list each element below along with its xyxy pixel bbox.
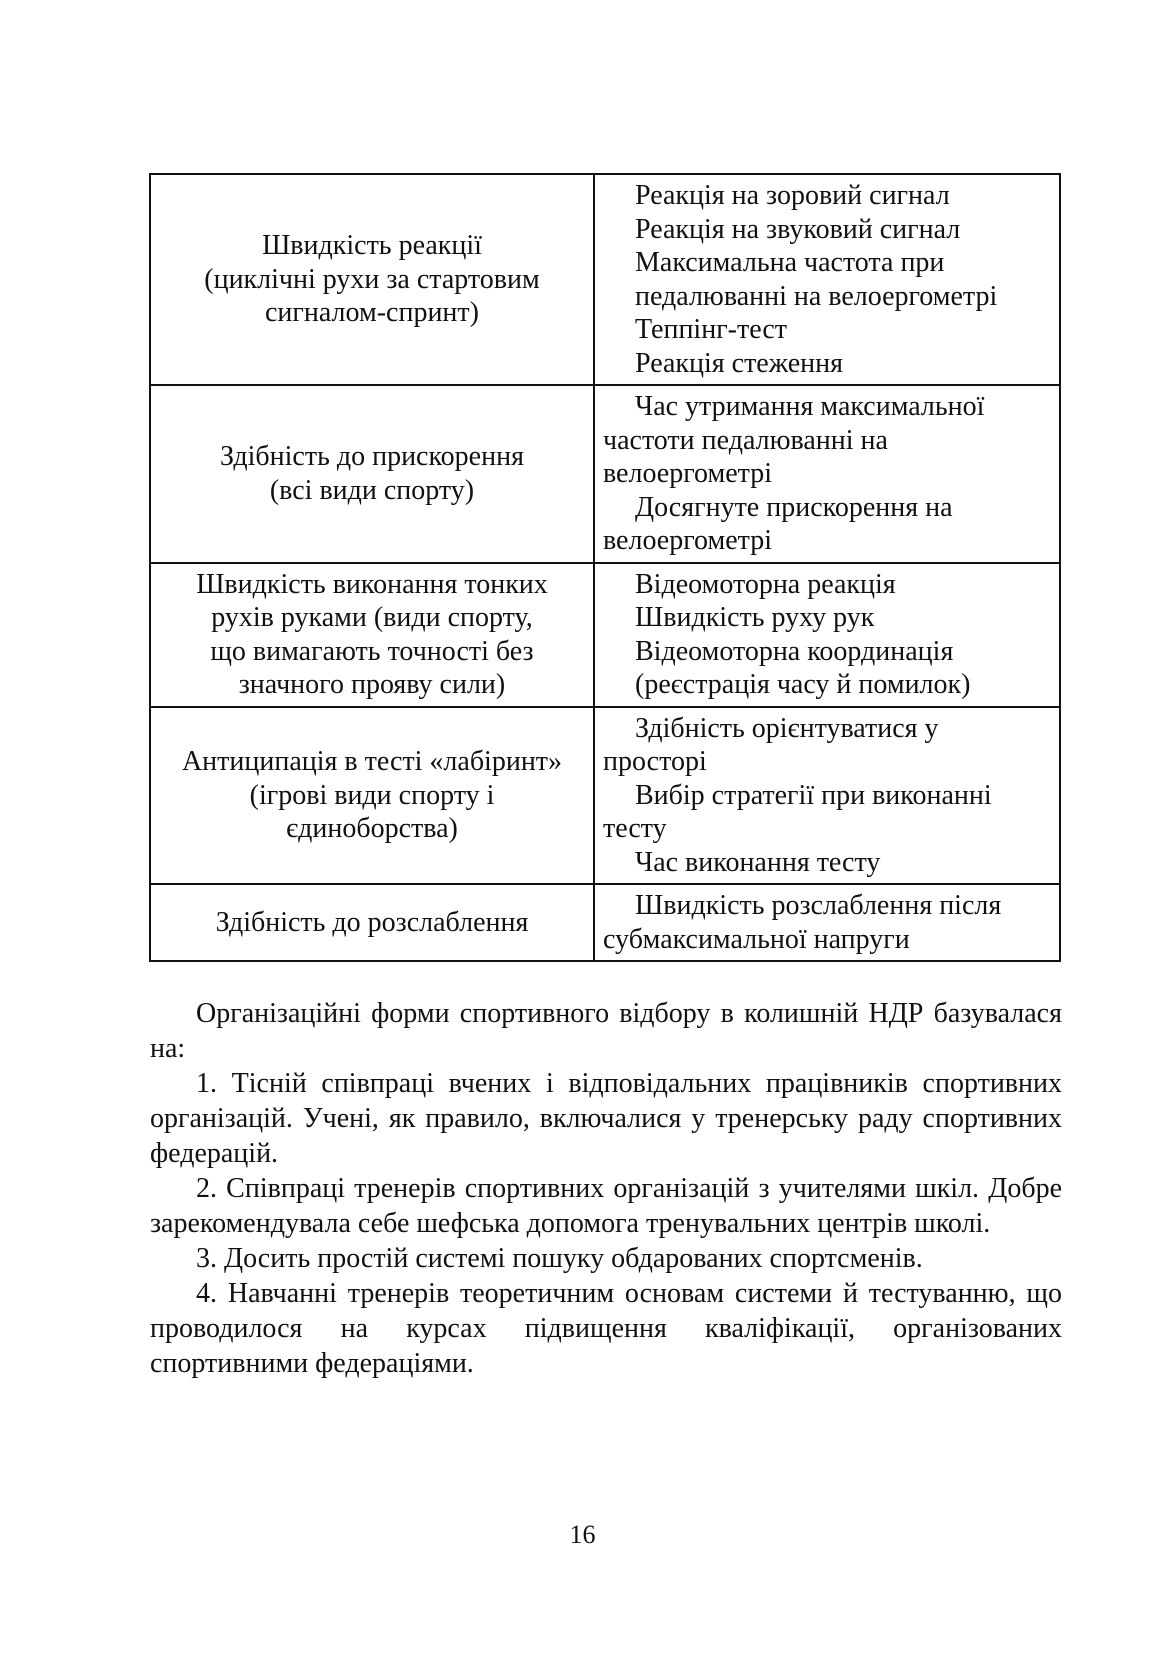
test-line: Відеомоторна реакція bbox=[635, 568, 896, 600]
list-paragraph: 1. Тісній співпраці вчених і відповідальних працівників спортивних організацій. Учені, як правило, включалися у тренерську раду спортивних федерацій. bbox=[150, 1068, 1062, 1169]
list-paragraph: 3. Досить простій системі пошуку обдарованих спортсменів. bbox=[196, 1243, 923, 1274]
ability-line: Швидкість виконання тонких bbox=[196, 568, 548, 600]
test-line: Досягнуте прискорення на bbox=[635, 491, 953, 523]
ability-line: Швидкість реакції bbox=[262, 230, 482, 262]
test-line: Реакція на зоровий сигнал bbox=[635, 180, 950, 211]
test-line: Швидкість розслаблення після bbox=[635, 890, 1002, 921]
test-line: Реакція стеження bbox=[635, 347, 843, 379]
test-line: Час виконання тесту bbox=[635, 846, 881, 878]
abilities-tests-table bbox=[149, 173, 1061, 962]
test-line: Реакція на звуковий сигнал bbox=[635, 213, 961, 245]
ability-line: єдиноборства) bbox=[286, 813, 458, 844]
test-line: Швидкість руху рук bbox=[635, 602, 875, 633]
ability-line: рухів руками (види спорту, bbox=[211, 602, 533, 633]
test-line: Вибір стратегії при виконанні bbox=[635, 779, 992, 811]
test-line: Час утримання максимальної bbox=[635, 391, 985, 422]
table-row bbox=[150, 563, 1060, 707]
table-row bbox=[150, 884, 1060, 961]
test-line: субмаксимальної напруги bbox=[603, 923, 910, 955]
page-number: 16 bbox=[569, 1520, 596, 1549]
test-line: Здібність орієнтуватися у bbox=[635, 712, 939, 744]
test-line: просторі bbox=[603, 746, 707, 777]
intro-paragraph: Організаційні форми спортивного відбору в колишній НДР базувалася на: bbox=[150, 998, 1062, 1064]
test-line: Теппінг-тест bbox=[635, 314, 788, 345]
list-paragraph: 4. Навчанні тренерів теоретичним основам системи й тестуванню, що проводилося на курсах підвищення кваліфікації, організованих спортивними федераціями. bbox=[150, 1278, 1062, 1379]
table-row bbox=[150, 174, 1060, 385]
ability-cell bbox=[150, 385, 594, 563]
ability-cell bbox=[150, 563, 594, 707]
ability-line: (циклічні рухи за стартовим bbox=[204, 263, 540, 295]
ability-cell bbox=[150, 174, 594, 385]
list-paragraph: 2. Співпраці тренерів спортивних організацій з учителями шкіл. Добре зарекомендувала себе шефська допомога тренувальних центрів школі. bbox=[150, 1173, 1062, 1239]
test-line: педалюванні на велоергометрі bbox=[635, 280, 998, 312]
ability-line: (всі види спорту) bbox=[269, 474, 475, 506]
test-line: велоергометрі bbox=[603, 458, 772, 489]
ability-line: Здібність до прискорення bbox=[220, 441, 524, 473]
test-line: тесту bbox=[603, 813, 667, 844]
test-line: Відеомоторна координація bbox=[635, 635, 954, 667]
ability-line: Антиципація в тесті «лабіринт» bbox=[181, 746, 563, 777]
ability-line: що вимагають точності без bbox=[210, 635, 534, 667]
test-line: частоти педалюванні на bbox=[603, 424, 888, 456]
test-line: велоергометрі bbox=[603, 525, 772, 556]
ability-cell bbox=[150, 707, 594, 885]
ability-line: Здібність до розслаблення bbox=[215, 906, 529, 938]
ability-line: сигналом-спринт) bbox=[265, 297, 479, 329]
tests-cell bbox=[594, 707, 1060, 885]
tests-cell bbox=[594, 174, 1060, 385]
ability-line: значного прояву сили) bbox=[238, 669, 506, 700]
ability-cell bbox=[150, 884, 594, 961]
tests-cell bbox=[594, 385, 1060, 563]
tests-cell bbox=[594, 884, 1060, 961]
table-row bbox=[150, 707, 1060, 885]
ability-line: (ігрові види спорту і bbox=[249, 779, 495, 811]
body-text bbox=[150, 996, 1062, 1381]
table-row bbox=[150, 385, 1060, 563]
test-line: Максимальна частота при bbox=[635, 247, 945, 278]
test-line: (реєстрація часу й помилок) bbox=[635, 669, 971, 700]
tests-cell bbox=[594, 563, 1060, 707]
